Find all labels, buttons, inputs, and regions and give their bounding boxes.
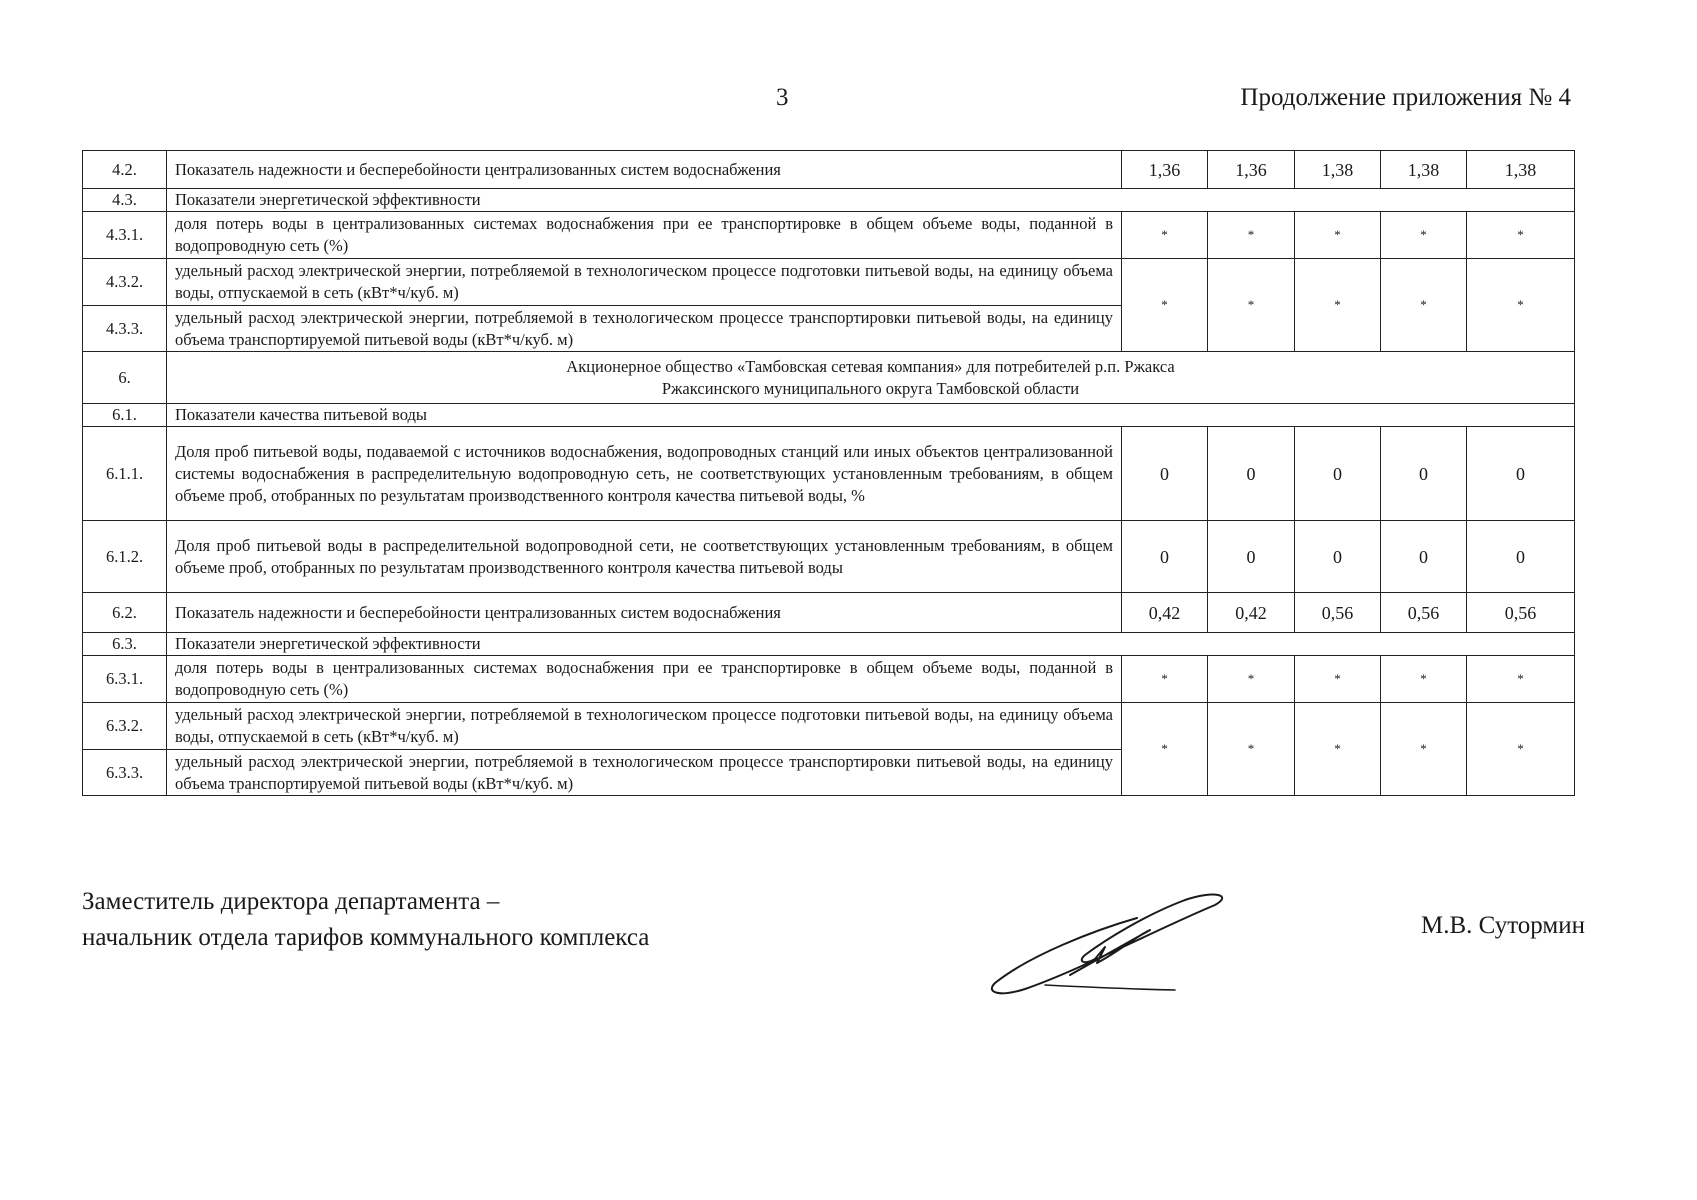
page-number: 3 [776,84,789,111]
row-description: доля потерь воды в централизованных системах водоснабжения при ее транспортировке в общем объеме воды, поданной в водопроводную сеть (%) [167,212,1122,259]
row-description: Показатель надежности и бесперебойности централизованных систем водоснабжения [167,593,1122,633]
section-heading: Показатели энергетической эффективности [167,633,1575,656]
organization-line-2: Ржаксинского муниципального округа Тамбовской области [661,378,1080,398]
row-description: удельный расход электрической энергии, потребляемой в технологическом процессе подготовки питьевой воды, на единицу объема воды, отпускаемой в сеть (кВт*ч/куб. м) [167,259,1122,306]
value-cell: * [1467,656,1575,703]
table-row [83,212,1575,259]
row-number: 4.3.1. [83,212,167,259]
appendix-label: Продолжение приложения № 4 [1240,84,1571,111]
value-cell: * [1122,259,1208,352]
value-cell: * [1295,259,1381,352]
row-number: 6.2. [83,593,167,633]
value-cell: 0,42 [1208,593,1295,633]
signatory-name: М.В. Сутормин [1420,912,1585,939]
value-cell: 1,38 [1295,151,1381,189]
value-cell: 0 [1208,427,1295,521]
row-description: доля потерь воды в централизованных системах водоснабжения при ее транспортировке в общем объеме воды, поданной в водопроводную сеть (%) [167,656,1122,703]
value-cell: 1,38 [1381,151,1467,189]
value-cell: 0,56 [1467,593,1575,633]
row-number: 6. [83,352,167,404]
row-number: 4.3.3. [83,306,167,352]
value-cell: * [1122,656,1208,703]
row-number: 4.3.2. [83,259,167,306]
row-number: 6.3.2. [83,703,167,750]
value-cell: 0 [1295,521,1381,593]
value-cell: 0 [1295,427,1381,521]
value-cell: 0 [1467,427,1575,521]
table-row [83,151,1575,189]
section-heading: Показатели энергетической эффективности [167,189,1575,212]
table-row [83,593,1575,633]
table-row [83,352,1575,404]
signatory-position-line-2: начальник отдела тарифов коммунального комплекса [82,924,650,951]
value-cell: * [1208,212,1295,259]
value-cell: * [1208,703,1295,796]
organization-heading [167,352,1575,404]
value-cell: * [1295,703,1381,796]
value-cell: * [1467,212,1575,259]
handwritten-signature [985,885,1235,1000]
value-cell: * [1381,259,1467,352]
value-cell: * [1122,703,1208,796]
value-cell: * [1467,703,1575,796]
indicators-table [82,150,1575,796]
value-cell: 0 [1381,427,1467,521]
table-row [83,703,1575,750]
row-number: 6.1.1. [83,427,167,521]
table-row [83,633,1575,656]
value-cell: 0,42 [1122,593,1208,633]
organization-line-1: Акционерное общество «Тамбовская сетевая компания» для потребителей р.п. Ржакса [566,356,1175,376]
signatory-position [82,884,649,956]
row-description: удельный расход электрической энергии, потребляемой в технологическом процессе подготовки питьевой воды, на единицу объема воды, отпускаемой в сеть (кВт*ч/куб. м) [167,703,1122,750]
value-cell: 1,36 [1208,151,1295,189]
value-cell: * [1381,212,1467,259]
table-row [83,656,1575,703]
value-cell: * [1208,259,1295,352]
row-description: Доля проб питьевой воды, подаваемой с источников водоснабжения, водопроводных станций или иных объектов централизованной системы водоснабжения в распределительную водопроводную сеть, не соответствующих установленным требованиям, в общем объеме проб, отобранных по результатам производственного контроля качества питьевой воды, % [167,427,1122,521]
value-cell: * [1208,656,1295,703]
value-cell: 0,56 [1295,593,1381,633]
row-number: 6.1. [83,404,167,427]
row-number: 6.3.3. [83,750,167,796]
value-cell: * [1122,212,1208,259]
value-cell: * [1295,212,1381,259]
row-number: 4.2. [83,151,167,189]
value-cell: 1,38 [1467,151,1575,189]
row-description: удельный расход электрической энергии, потребляемой в технологическом процессе транспортировки питьевой воды, на единицу объема транспортируемой питьевой воды (кВт*ч/куб. м) [167,750,1122,796]
signatory-position-line-1: Заместитель директора департамента – [82,888,500,915]
value-cell: * [1381,703,1467,796]
value-cell: 0 [1122,521,1208,593]
value-cell: * [1295,656,1381,703]
value-cell: 1,36 [1122,151,1208,189]
row-description: удельный расход электрической энергии, потребляемой в технологическом процессе транспортировки питьевой воды, на единицу объема транспортируемой питьевой воды (кВт*ч/куб. м) [167,306,1122,352]
row-description: Показатель надежности и бесперебойности централизованных систем водоснабжения [167,151,1122,189]
table-row [83,521,1575,593]
row-number: 6.3. [83,633,167,656]
table-row [83,427,1575,521]
row-number: 6.1.2. [83,521,167,593]
table-row [83,259,1575,306]
section-heading: Показатели качества питьевой воды [167,404,1575,427]
value-cell: 0 [1467,521,1575,593]
table-row [83,404,1575,427]
value-cell: 0 [1208,521,1295,593]
value-cell: * [1381,656,1467,703]
value-cell: * [1467,259,1575,352]
row-number: 4.3. [83,189,167,212]
value-cell: 0,56 [1381,593,1467,633]
row-number: 6.3.1. [83,656,167,703]
value-cell: 0 [1122,427,1208,521]
table-row [83,189,1575,212]
row-description: Доля проб питьевой воды в распределительной водопроводной сети, не соответствующих установленным требованиям, в общем объеме проб, отобранных по результатам производственного контроля качества питьевой воды [167,521,1122,593]
value-cell: 0 [1381,521,1467,593]
